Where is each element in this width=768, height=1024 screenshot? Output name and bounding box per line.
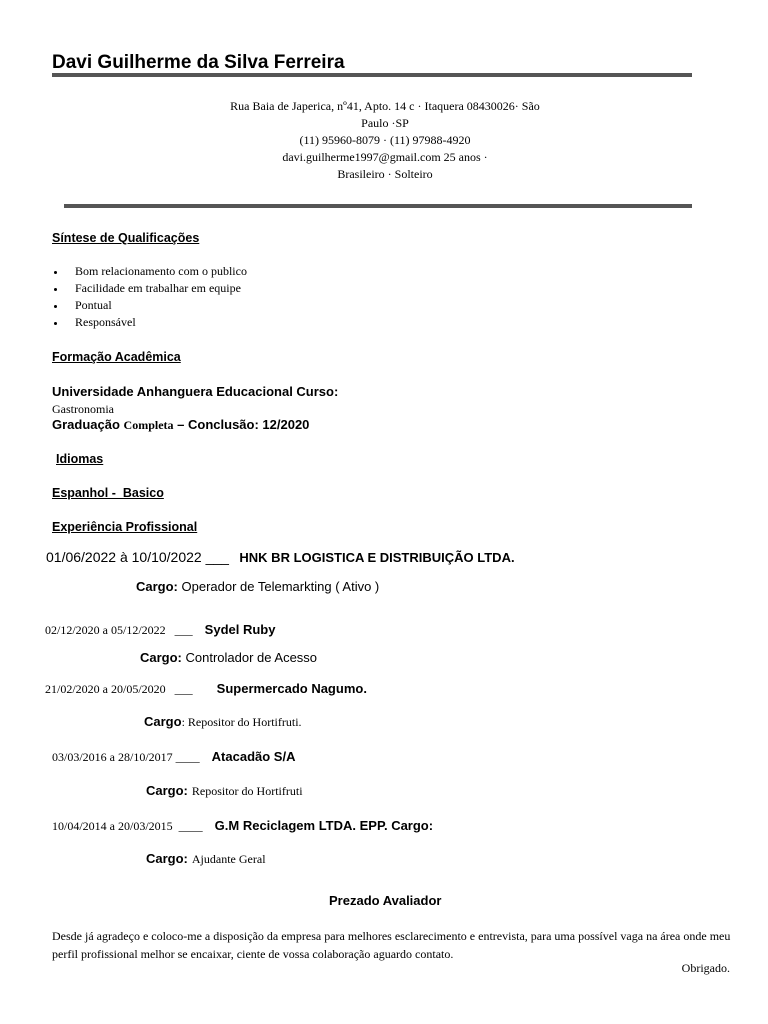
job-entry — [45, 680, 367, 698]
course-name: Gastronomia — [52, 402, 114, 416]
job-role: Repositor do Hortifruti — [191, 784, 303, 798]
graduation-label: Graduação — [52, 417, 120, 432]
cargo-label: Cargo: — [140, 650, 182, 665]
job-dates: 21/02/2020 a 20/05/2020 ___ — [45, 682, 193, 696]
address-line: Rua Baia de Japerica, nº41, Apto. 14 c · Itaquera 08430026· São — [230, 99, 540, 113]
language-entry: Espanhol - Basico — [52, 486, 164, 500]
address-line: Paulo ·SP — [361, 116, 409, 130]
job-role: Ajudante Geral — [191, 852, 266, 866]
header-rule-bottom — [64, 204, 692, 208]
job-role-line — [140, 650, 317, 665]
job-role-line — [136, 579, 379, 594]
letter-signoff: Obrigado. — [681, 961, 730, 975]
languages-heading: Idiomas — [56, 452, 104, 466]
institution: Universidade Anhanguera Educacional Curso: — [52, 384, 339, 399]
cargo-label: Cargo: — [136, 579, 178, 594]
job-role: : Repositor do Hortifruti. — [181, 715, 302, 729]
job-role-line — [146, 782, 303, 800]
cargo-label: Cargo — [144, 714, 182, 729]
list-item: Bom relacionamento com o publico — [52, 263, 247, 280]
qualifications-list — [52, 263, 247, 331]
job-company: HNK BR LOGISTICA E DISTRIBUIÇÃO LTDA. — [239, 550, 515, 565]
graduation-line — [52, 417, 309, 433]
graduation-conclusion: – Conclusão: 12/2020 — [177, 417, 310, 432]
phone-line: (11) 95960-8079 · (11) 97988-4920 — [299, 133, 471, 147]
job-entry — [45, 621, 275, 639]
letter-greeting: Prezado Avaliador — [329, 893, 442, 908]
job-entry — [52, 748, 295, 766]
graduation-status: Completa — [123, 418, 174, 432]
list-item: Responsável — [52, 314, 247, 331]
job-entry — [52, 817, 433, 835]
job-role: Controlador de Acesso — [185, 650, 318, 665]
job-company: Sydel Ruby — [204, 622, 276, 637]
job-dates: 10/04/2014 a 20/03/2015 ____ — [52, 819, 203, 833]
job-role: Operador de Telemarkting ( Ativo ) — [181, 579, 380, 594]
header-rule-top — [52, 73, 692, 77]
experience-heading: Experiência Profissional — [52, 520, 198, 534]
list-item: Facilidade em trabalhar em equipe — [52, 280, 247, 297]
job-role-line — [146, 850, 266, 868]
job-dates: 01/06/2022 à 10/10/2022 ___ — [46, 549, 229, 565]
qualifications-heading: Síntese de Qualificações — [52, 231, 200, 245]
cargo-label: Cargo: — [146, 783, 188, 798]
job-company: Supermercado Nagumo. — [216, 681, 367, 696]
education-heading: Formação Acadêmica — [52, 350, 181, 364]
letter-body: Desde já agradeço e coloco-me a disposição da empresa para melhores esclarecimento e entrevista, para uma possível vaga na área onde meu perfil profissional melhor se encaixar, ciente de vossa colaboração aguardo contato. — [52, 929, 731, 961]
candidate-name: Davi Guilherme da Silva Ferreira — [52, 52, 345, 73]
email-age-line: davi.guilherme1997@gmail.com 25 anos · — [282, 150, 488, 164]
cargo-label: Cargo: — [146, 851, 188, 866]
list-item: Pontual — [52, 297, 247, 314]
nationality-line: Brasileiro · Solteiro — [337, 167, 433, 181]
contact-block — [160, 98, 610, 183]
job-company: Atacadão S/A — [211, 749, 296, 764]
job-company: G.M Reciclagem LTDA. EPP. Cargo: — [214, 818, 434, 833]
job-role-line — [144, 713, 302, 731]
job-dates: 03/03/2016 a 28/10/2017 ____ — [52, 750, 200, 764]
job-entry — [46, 549, 515, 567]
job-dates: 02/12/2020 a 05/12/2022 ___ — [45, 623, 193, 637]
